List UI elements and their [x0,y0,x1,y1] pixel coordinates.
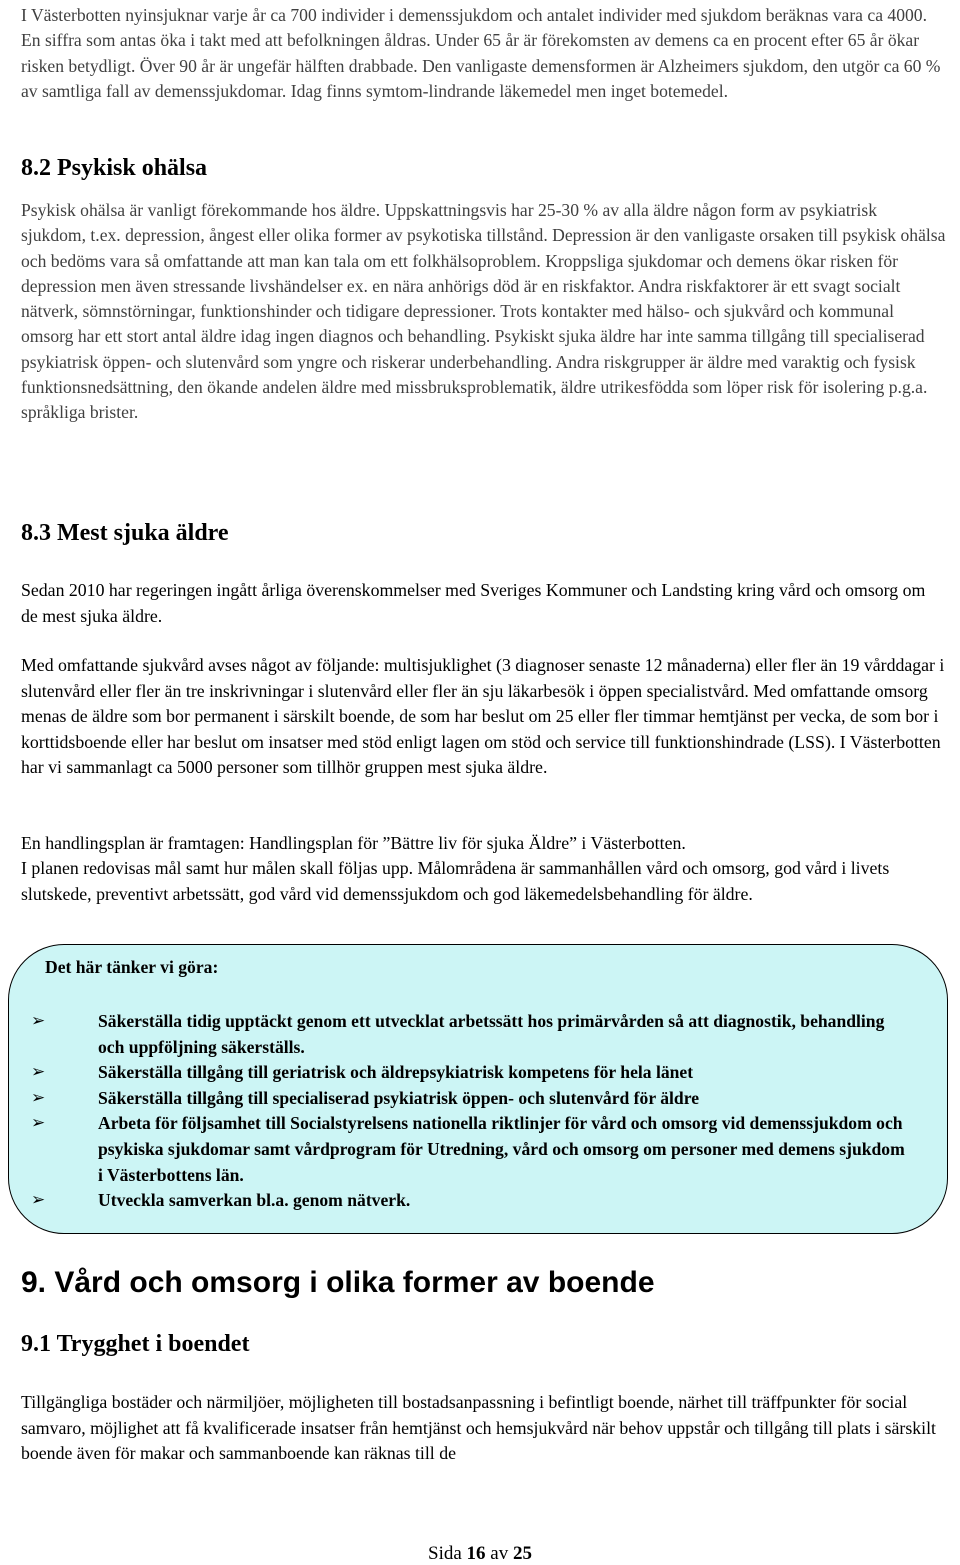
section-8-3-paragraph-1: Sedan 2010 har regeringen ingått årliga överenskommelser med Sveriges Kommuner och Landsting kring vård och omsorg om de mest sjuka äldre. [21,580,926,626]
page-footer [0,1543,960,1565]
arrow-bullet-icon: ➢ [31,1011,46,1031]
action-box [8,944,948,1234]
action-list-item: ➢ Säkerställa tillgång till specialiserad psykiatrisk öppen- och slutenvård för äldre [29,1086,909,1112]
action-list-item: ➢ Säkerställa tillgång till geriatrisk och äldrepsykiatrisk kompetens för hela länet [29,1060,909,1086]
action-box-title: Det här tänker vi göra: [45,957,219,977]
action-list-item: ➢ Säkerställa tidig upptäckt genom ett utvecklat arbetssätt hos primärvården så att diagnostik, behandling och uppföljning säkerställs. [31,1011,885,1057]
action-list-item: ➢ Arbeta för följsamhet till Socialstyrelsens nationella riktlinjer för vård och omsorg vid demenssjukdom och psykiska sjukdomar samt vårdprogram för Utredning, vård och omsorg om personer med demens sjukdom i Västerbottens län. [31,1113,905,1185]
section-8-2-heading: 8.2 Psykisk ohälsa [21,155,208,181]
arrow-bullet-icon: ➢ [31,1087,46,1108]
section-8-3-paragraph-2: Med omfattande sjukvård avses något av följande: multisjuklighet (3 diagnoser senaste 12 månaderna) eller fler än 19 vårddagar i slutenvård eller fler än tre inskrivningar i slutenvård eller fler än sju läkarbesök i öppen specialistvård. Med omfattande omsorg menas de äldre som bor permanent i särskilt boende, de som har beslut om 25 eller fler timmar hemtjänst per vecka, de som bor i korttidsboende eller har beslut om insatser med stöd enligt lagen om stöd och service till funktionshindrade (LSS). I Västerbotten har vi sammanlagt ca 5000 personer som tillhör gruppen mest sjuka äldre. [21,655,945,778]
arrow-bullet-icon: ➢ [31,1190,46,1211]
section-8-3-paragraph-3: I planen redovisas mål samt hur målen skall följas upp. Målområdena är sammanhållen vård och omsorg, god vård i livets slutskede, preventivt arbetssätt, god vård vid demenssjukdom och god läkemedelsbehandling för äldre. [21,858,890,904]
action-list-item: ➢ Utveckla samverkan bl.a. genom nätverk. [29,1188,909,1214]
intro-paragraph: I Västerbotten nyinsjuknar varje år ca 700 individer i demenssjukdom och antalet individer med sjukdom beräknas vara ca 4000. En siffra som antas öka i takt med att befolkningen åldras. Under 65 år är förekomsten av demens ca en procent efter 65 år ökar risken betydligt. Över 90 år är ungefär hälften drabbade. Den vanligaste demensformen är Alzheimers sjukdom, den utgör ca 60 % av samtliga fall av demenssjukdomar. Idag finns symtom-lindrande läkemedel men inget botemedel. [21,5,941,101]
section-8-3-heading: 8.3 Mest sjuka äldre [21,520,229,546]
footer-prefix: Sida [428,1543,462,1564]
footer-separator: av [490,1543,509,1564]
section-9-1-heading: 9.1 Trygghet i boendet [21,1331,250,1357]
section-9-heading: 9. Vård och omsorg i olika former av boende [21,1266,655,1299]
current-page-number: 16 [466,1543,486,1564]
section-9-1-paragraph: Tillgängliga bostäder och närmiljöer, möjligheten till bostadsanpassning i befintligt boende, närhet till träffpunkter för social samvaro, möjlighet att få kvalificerade insatser från hemtjänst och hemsjukvård när behov uppstår och tillgång till plats i särskilt boende även för makar och sammanboende kan räknas till de [21,1392,936,1464]
arrow-bullet-icon: ➢ [31,1113,46,1134]
section-8-2-paragraph: Psykisk ohälsa är vanligt förekommande hos äldre. Uppskattningsvis har 25-30 % av alla äldre någon form av psykiatrisk sjukdom, t.ex. depression, ångest eller olika former av psykotiska tillstånd. Depression är den vanligaste orsaken till psykisk ohälsa och bedöms vara så omfattande att man kan tala om ett folkhälsoproblem. Kroppsliga sjukdomar och demens ökar risken för depression men även stressande livshändelser ex. en nära anhörigs död är en riskfaktor. Andra riskfaktorer är ett svagt socialt nätverk, sömnstörningar, funktionshinder och tidigare depressioner. Trots kontakter med hälso- och sjukvård och kommunal omsorg har ett stort antal äldre idag ingen diagnos och behandling. Psykiskt sjuka äldre har inte samma tillgång till specialiserad psykiatrisk öppen- och slutenvård som yngre och riskerar underbehandling. Andra riskgrupper är äldre med varaktig och fysisk funktionsnedsättning, den ökande andelen äldre med missbruksproblematik, äldre utrikesfödda som löper risk för isolering p.g.a. språkliga brister. [21,200,946,423]
arrow-bullet-icon: ➢ [31,1062,46,1083]
action-list [29,1009,909,1214]
section-8-3-paragraph-3-line-1: En handlingsplan är framtagen: Handlingsplan för ”Bättre liv för sjuka Äldre” i Västerbotten. [21,833,686,853]
total-pages-number: 25 [512,1543,532,1564]
